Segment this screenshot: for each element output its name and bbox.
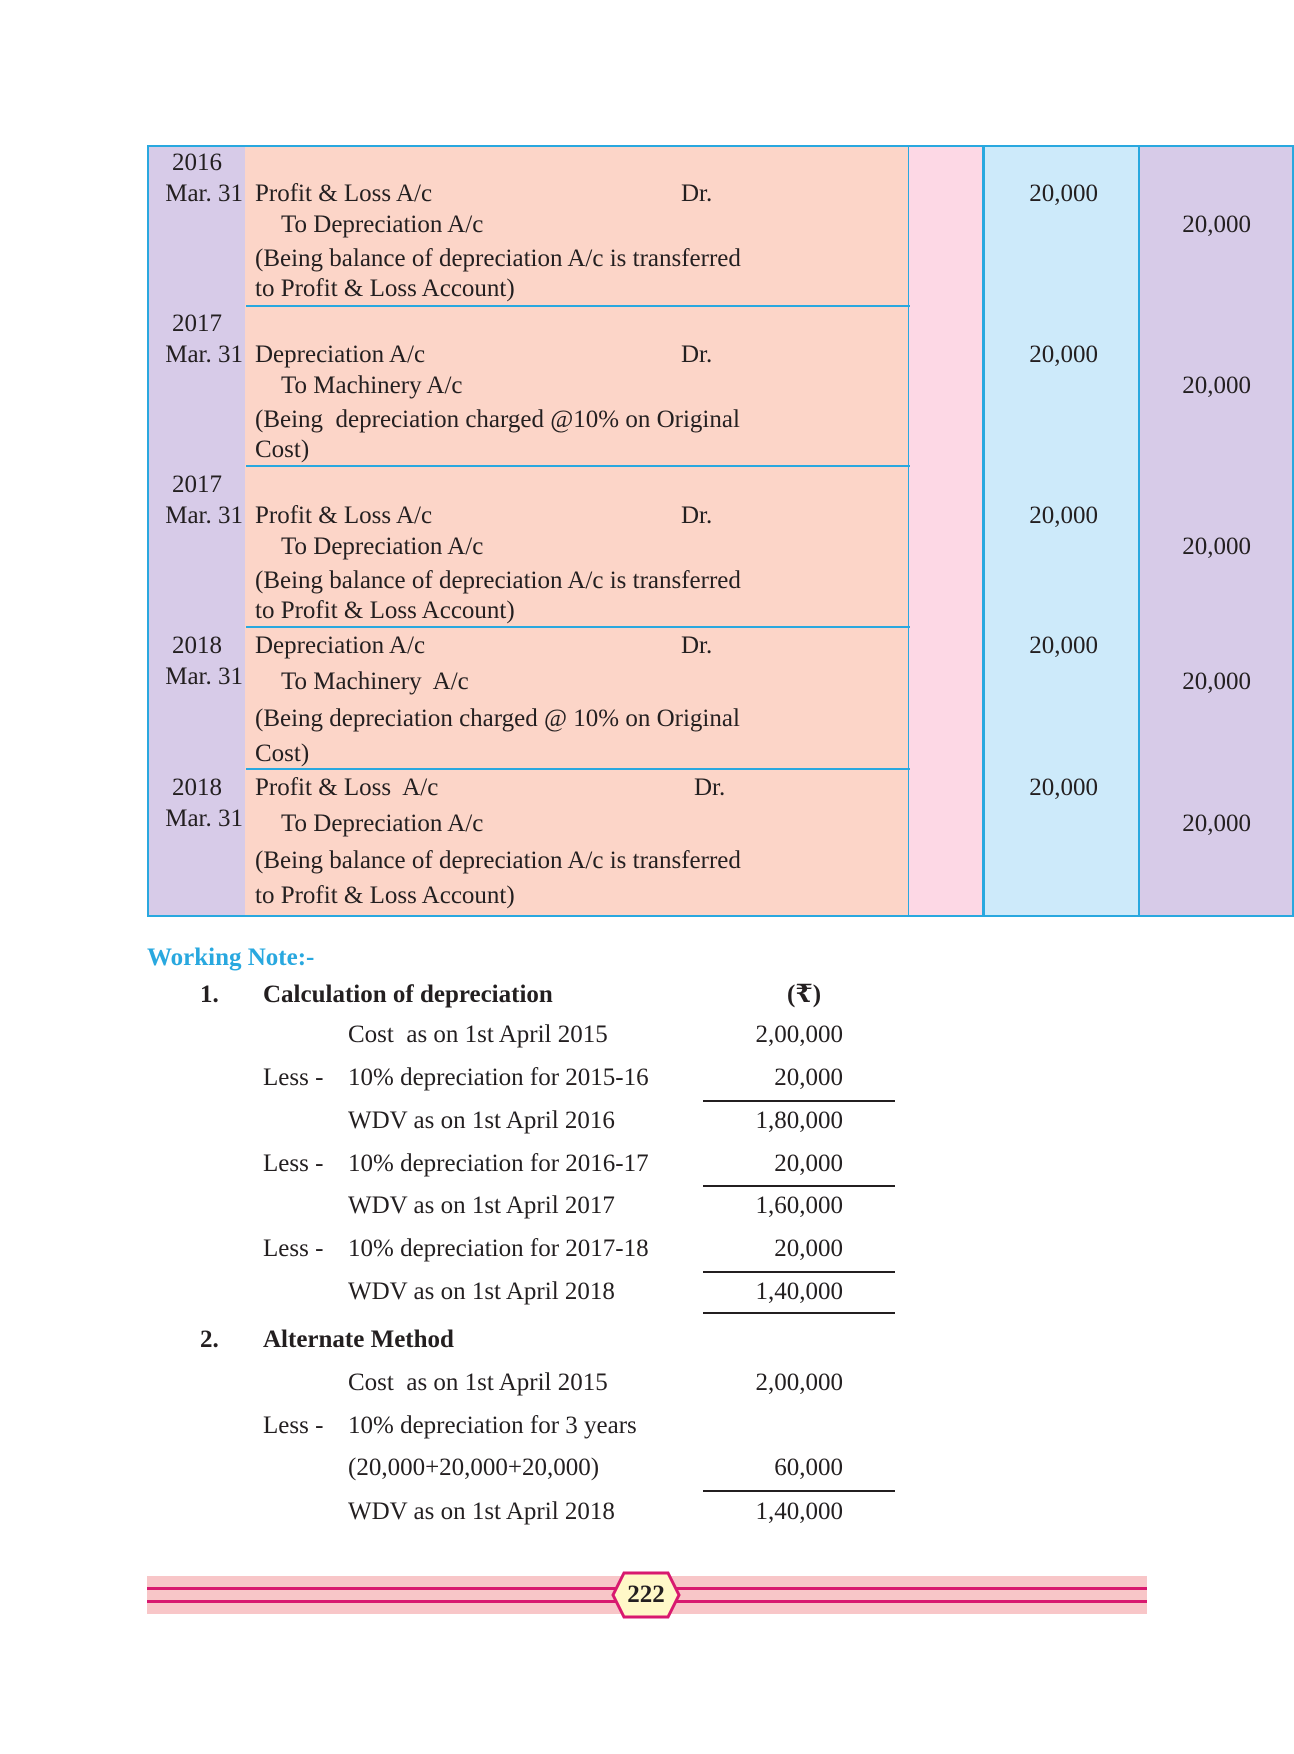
journal-table: [147, 145, 1251, 917]
entry-divider: [246, 626, 910, 628]
narration-line: to Profit & Loss Account): [255, 882, 515, 909]
dr-mark: Dr.: [681, 632, 713, 659]
narration-line: (Being balance of depreciation A/c is transferred: [255, 245, 741, 272]
credit-amount: 20,000: [1182, 810, 1251, 837]
calc-amount: 1,40,000: [755, 1498, 843, 1525]
calc-amount: 1,60,000: [755, 1192, 843, 1219]
entry-date: Mar. 31: [165, 341, 243, 368]
section-title: Alternate Method: [263, 1326, 454, 1353]
debit-account: Depreciation A/c: [255, 341, 426, 368]
debit-amount: 20,000: [1029, 632, 1098, 659]
debit-account: Profit & Loss A/c: [255, 502, 433, 529]
debit-amount: 20,000: [1029, 180, 1098, 207]
debit-amount: 20,000: [1029, 341, 1098, 368]
calc-amount: 1,80,000: [755, 1107, 843, 1134]
subtotal-rule: [703, 1271, 895, 1273]
page-number: 222: [627, 1581, 665, 1608]
calc-label: 10% depreciation for 3 years: [348, 1412, 637, 1439]
entry-year: 2017: [172, 310, 222, 337]
narration-line: Cost): [255, 740, 310, 767]
narration-line: (Being balance of depreciation A/c is transferred: [255, 847, 741, 874]
entry-year: 2016: [172, 149, 222, 176]
credit-amount: 20,000: [1182, 372, 1251, 399]
debit-amount: 20,000: [1029, 502, 1098, 529]
less-prefix: Less -: [263, 1150, 324, 1177]
calc-label: WDV as on 1st April 2018: [348, 1498, 615, 1525]
entry-year: 2018: [172, 632, 222, 659]
credit-account: To Depreciation A/c: [281, 533, 484, 560]
working-note-heading: Working Note:-: [147, 944, 315, 971]
debit-amount: 20,000: [1029, 774, 1098, 801]
section-number: 2.: [200, 1326, 219, 1353]
credit-account: To Depreciation A/c: [281, 211, 484, 238]
calc-amount: 20,000: [774, 1235, 843, 1262]
narration-line: (Being depreciation charged @ 10% on Original: [255, 705, 740, 732]
calc-label: WDV as on 1st April 2017: [348, 1192, 615, 1219]
calc-label: Cost as on 1st April 2015: [348, 1369, 608, 1396]
ledger-folio-column: [909, 145, 984, 917]
debit-account: Profit & Loss A/c: [255, 774, 439, 801]
dr-mark: Dr.: [694, 774, 726, 801]
narration-line: to Profit & Loss Account): [255, 597, 515, 624]
debit-account: Depreciation A/c: [255, 632, 426, 659]
subtotal-rule: [703, 1490, 895, 1492]
calc-amount: 60,000: [774, 1454, 843, 1481]
calc-label: 10% depreciation for 2017-18: [348, 1235, 649, 1262]
calc-label: Cost as on 1st April 2015: [348, 1021, 608, 1048]
less-prefix: Less -: [263, 1235, 324, 1262]
entry-date: Mar. 31: [165, 663, 243, 690]
credit-account: To Machinery A/c: [281, 372, 463, 399]
entry-year: 2017: [172, 471, 222, 498]
calc-amount: 2,00,000: [755, 1369, 843, 1396]
credit-amount: 20,000: [1182, 533, 1251, 560]
narration-line: Cost): [255, 436, 310, 463]
credit-amount-column: [1138, 145, 1294, 917]
entry-date: Mar. 31: [165, 180, 243, 207]
dr-mark: Dr.: [681, 180, 713, 207]
calc-amount: 20,000: [774, 1064, 843, 1091]
calc-label: 10% depreciation for 2015-16: [348, 1064, 649, 1091]
entry-date: Mar. 31: [165, 805, 243, 832]
calc-label: WDV as on 1st April 2018: [348, 1278, 615, 1305]
calc-label: (20,000+20,000+20,000): [348, 1454, 600, 1481]
credit-account: To Machinery A/c: [281, 668, 469, 695]
entry-year: 2018: [172, 774, 222, 801]
entry-divider: [246, 305, 910, 307]
section-number: 1.: [200, 981, 219, 1008]
calc-label: 10% depreciation for 2016-17: [348, 1150, 649, 1177]
entry-date: Mar. 31: [165, 502, 243, 529]
currency-header: (₹): [787, 981, 822, 1008]
calc-amount: 2,00,000: [755, 1021, 843, 1048]
total-rule: [703, 1312, 895, 1314]
narration-line: (Being depreciation charged @10% on Original: [255, 406, 740, 433]
subtotal-rule: [703, 1100, 895, 1102]
subtotal-rule: [703, 1185, 895, 1187]
narration-line: (Being balance of depreciation A/c is transferred: [255, 567, 741, 594]
calc-amount: 1,40,000: [755, 1278, 843, 1305]
entry-divider: [246, 768, 910, 770]
debit-account: Profit & Loss A/c: [255, 180, 433, 207]
entry-divider: [246, 465, 910, 467]
calc-amount: 20,000: [774, 1150, 843, 1177]
dr-mark: Dr.: [681, 502, 713, 529]
credit-amount: 20,000: [1182, 668, 1251, 695]
narration-line: to Profit & Loss Account): [255, 275, 515, 302]
less-prefix: Less -: [263, 1064, 324, 1091]
credit-account: To Depreciation A/c: [281, 810, 484, 837]
credit-amount: 20,000: [1182, 211, 1251, 238]
calc-label: WDV as on 1st April 2016: [348, 1107, 615, 1134]
section-title: Calculation of depreciation: [263, 981, 553, 1008]
dr-mark: Dr.: [681, 341, 713, 368]
less-prefix: Less -: [263, 1412, 324, 1439]
